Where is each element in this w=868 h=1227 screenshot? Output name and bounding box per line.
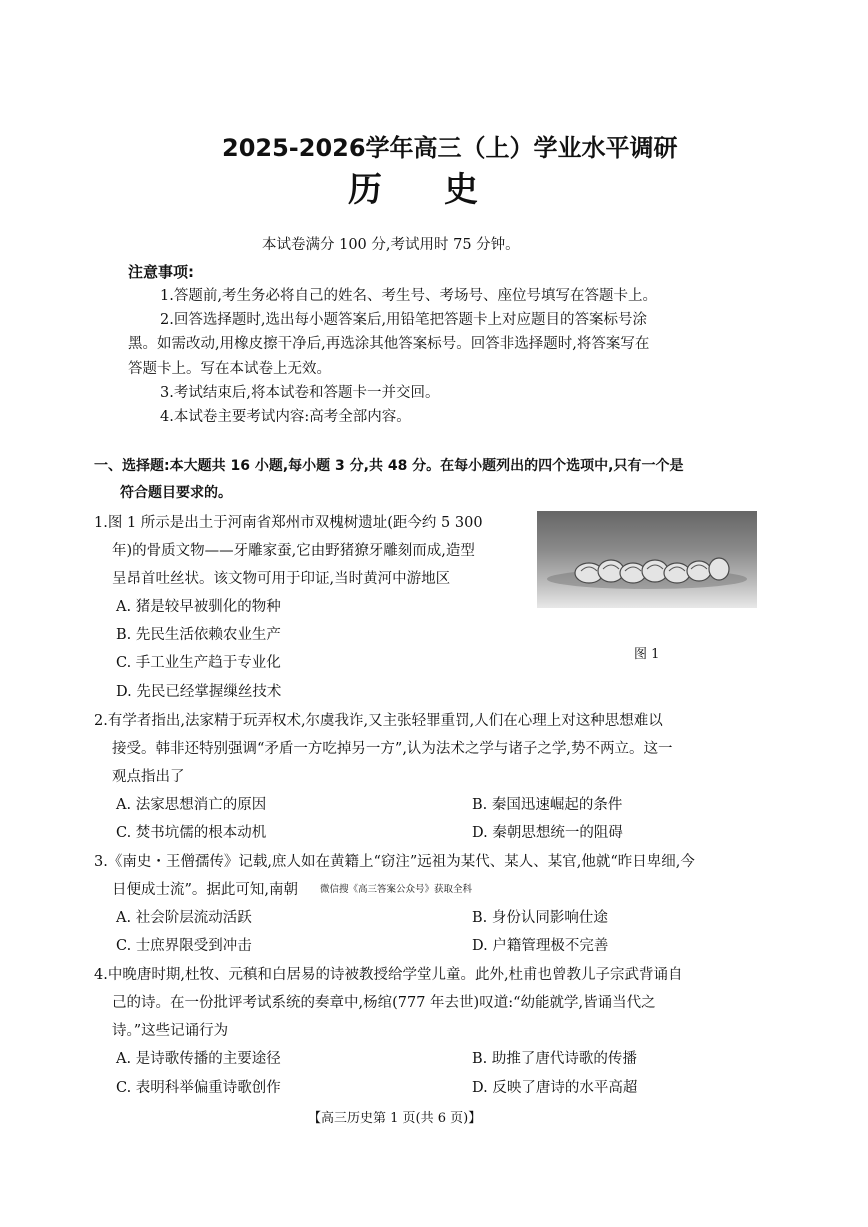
q3-stem: 日便成士流”。据此可知,南朝	[112, 882, 299, 898]
q1-stem: 年)的骨质文物——牙雕家蚕,它由野猪獠牙雕刻而成,造型	[112, 543, 475, 559]
q2-option-b: B. 秦国迅速崛起的条件	[472, 797, 623, 813]
notice-line: 3.考试结束后,将本试卷和答题卡一并交回。	[160, 385, 440, 401]
q3-option-c: C. 士庶界限受到冲击	[116, 938, 252, 954]
q2-option-d: D. 秦朝思想统一的阻碍	[472, 825, 623, 841]
q4-option-c: C. 表明科举偏重诗歌创作	[116, 1080, 281, 1096]
notice-heading: 注意事项:	[128, 263, 194, 281]
ivory-silkworm-photo	[537, 511, 757, 608]
subject-title: 历史	[348, 170, 540, 210]
q4-option-a: A. 是诗歌传播的主要途径	[116, 1051, 281, 1067]
q4-stem: 诗。”这些记诵行为	[112, 1023, 229, 1039]
exam-info: 本试卷满分 100 分,考试用时 75 分钟。	[262, 237, 520, 253]
q2-option-a: A. 法家思想消亡的原因	[116, 797, 267, 813]
q2-option-c: C. 焚书坑儒的根本动机	[116, 825, 267, 841]
q2-stem: 观点指出了	[112, 769, 185, 785]
page-footer: 【高三历史第 1 页(共 6 页)】	[308, 1111, 482, 1126]
q1-stem: 呈昂首吐丝状。该文物可用于印证,当时黄河中游地区	[112, 571, 451, 587]
q1-option-c: C. 手工业生产趋于专业化	[116, 655, 281, 671]
q4-stem: 己的诗。在一份批评考试系统的奏章中,杨绾(777 年去世)叹道:“幼能就学,皆诵当代之	[112, 995, 656, 1011]
q1-option-b: B. 先民生活依赖农业生产	[116, 627, 281, 643]
q1-option-a: A. 猪是较早被驯化的物种	[116, 599, 281, 615]
notice-line: 2.回答选择题时,选出每小题答案后,用铅笔把答题卡上对应题目的答案标号涂	[160, 312, 648, 328]
q3-option-d: D. 户籍管理极不完善	[472, 938, 609, 954]
watermark-text: 微信搜《高三答案公众号》获取全科	[320, 884, 473, 895]
q4-stem: 4.中晚唐时期,杜牧、元稹和白居易的诗被教授给学堂儿童。此外,杜甫也曾教儿子宗武背诵自	[94, 967, 683, 983]
q2-stem: 接受。韩非还特别强调“矛盾一方吃掉另一方”,认为法术之学与诸子之学,势不两立。这一	[112, 741, 673, 757]
q1-stem: 1.图 1 所示是出土于河南省郑州市双槐树遗址(距今约 5 300	[94, 515, 483, 531]
notice-line: 黑。如需改动,用橡皮擦干净后,再选涂其他答案标号。回答非选择题时,将答案写在	[128, 336, 650, 352]
q3-stem: 3.《南史・王僧孺传》记载,庶人如在黄籍上“窃注”远祖为某代、某人、某官,他就“昨日卑细,今	[94, 854, 695, 870]
q3-option-b: B. 身份认同影响仕途	[472, 910, 608, 926]
q2-stem: 2.有学者指出,法家精于玩弄权术,尔虞我诈,又主张轻罪重罚,人们在心理上对这种思想难以	[94, 713, 663, 729]
exam-title: 2025-2026学年高三（上）学业水平调研	[222, 134, 678, 162]
notice-line: 1.答题前,考生务必将自己的姓名、考生号、考场号、座位号填写在答题卡上。	[160, 288, 657, 304]
q3-option-a: A. 社会阶层流动活跃	[116, 910, 252, 926]
q4-option-d: D. 反映了唐诗的水平高超	[472, 1080, 638, 1096]
figure-caption: 图 1	[634, 647, 660, 662]
notice-line: 4.本试卷主要考试内容:高考全部内容。	[160, 409, 411, 425]
notice-line: 答题卡上。写在本试卷上无效。	[128, 361, 331, 377]
q1-option-d: D. 先民已经掌握缫丝技术	[116, 684, 282, 700]
section-heading: 一、选择题:本大题共 16 小题,每小题 3 分,共 48 分。在每小题列出的四个选项中,只有一个是	[94, 458, 684, 474]
q4-option-b: B. 助推了唐代诗歌的传播	[472, 1051, 637, 1067]
section-heading-cont: 符合题目要求的。	[120, 485, 232, 501]
